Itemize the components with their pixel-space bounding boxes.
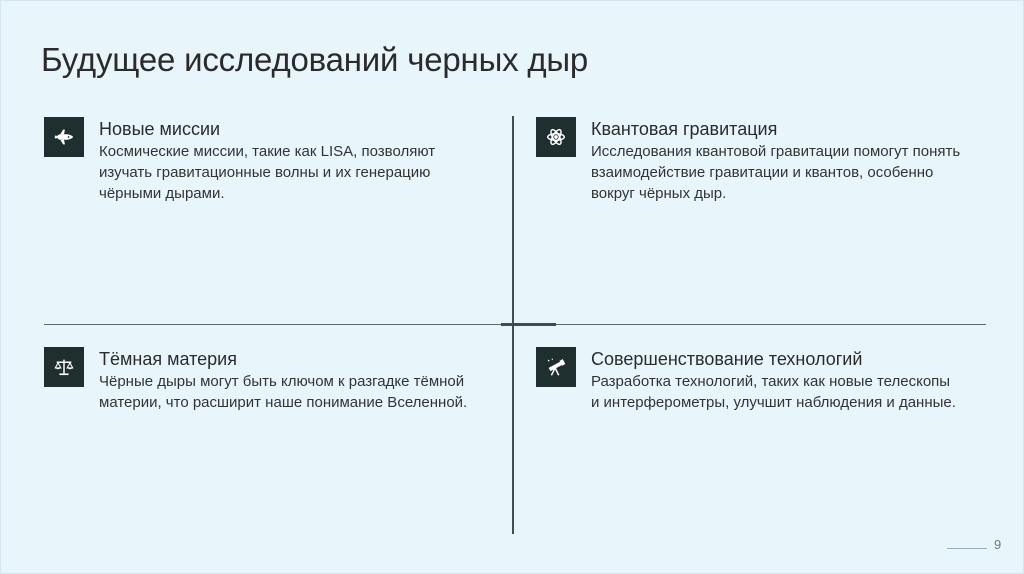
card-heading: Новые миссии xyxy=(99,119,221,139)
card-technology xyxy=(536,347,956,527)
telescope-icon-graphic xyxy=(545,356,567,378)
divider-accent xyxy=(501,323,556,326)
card-quantum-gravity xyxy=(536,117,961,297)
card-body: Космические миссии, такие как LISA, позволяют изучать гравитационные волны и их генерацию чёрными дырами. xyxy=(99,143,436,202)
card-body: Исследования квантовой гравитации помогут понять взаимодействие гравитации и квантов, особенно вокруг чёрных дыр. xyxy=(591,143,961,202)
card-new-missions xyxy=(44,117,454,297)
telescope-icon xyxy=(536,347,576,387)
scales-icon xyxy=(44,347,84,387)
atom-icon-graphic xyxy=(545,126,567,148)
card-dark-matter xyxy=(44,347,468,527)
atom-icon xyxy=(536,117,576,157)
card-heading: Квантовая гравитация xyxy=(591,119,778,139)
slide-title: Будущее исследований черных дыр xyxy=(41,41,589,78)
card-body: Чёрные дыры могут быть ключом к разгадке тёмной материи, что расширит наше понимание Вселенной. xyxy=(99,373,468,411)
space-shuttle-icon xyxy=(44,117,84,157)
page-number: 9 xyxy=(994,537,1002,552)
space-shuttle-icon-graphic xyxy=(53,126,75,148)
card-heading: Совершенствование технологий xyxy=(591,349,863,369)
scales-icon-graphic xyxy=(53,356,75,378)
card-body: Разработка технологий, таких как новые телескопы и интерферометры, улучшит наблюдения и данные. xyxy=(591,373,956,411)
card-heading: Тёмная материя xyxy=(99,349,237,369)
page-number-rule xyxy=(947,548,987,549)
